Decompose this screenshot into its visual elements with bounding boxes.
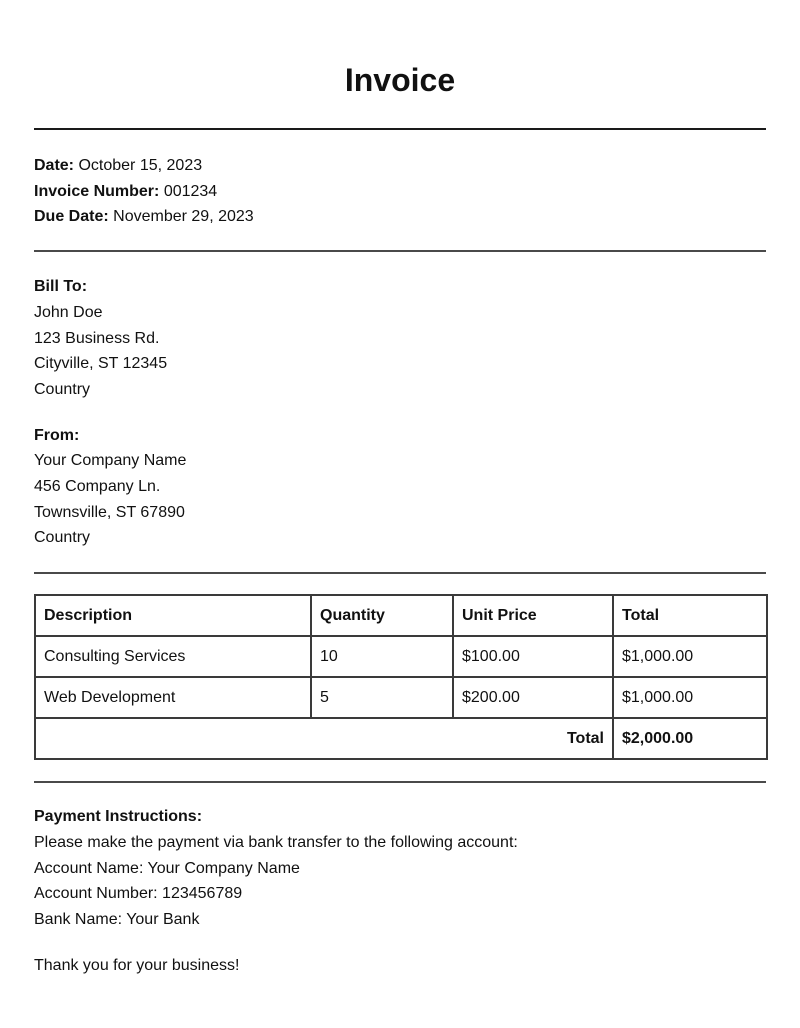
header-quantity: Quantity (311, 595, 453, 636)
bill-to-city: Cityville, ST 12345 (34, 355, 168, 373)
from-heading: From: (34, 426, 80, 444)
header-total: Total (613, 595, 767, 636)
due-date-label: Due Date: (34, 208, 109, 226)
account-name: Account Name: Your Company Name (34, 859, 300, 877)
meta-divider (34, 250, 766, 252)
table-header-row (35, 595, 767, 636)
cell-description: Consulting Services (35, 636, 311, 677)
cell-quantity: 10 (311, 636, 453, 677)
cell-description: Web Development (35, 677, 311, 718)
cell-total: $1,000.00 (613, 677, 767, 718)
payment-heading: Payment Instructions: (34, 808, 203, 826)
due-date-line (34, 204, 766, 230)
payment-section (34, 804, 766, 933)
bill-to-country: Country (34, 380, 91, 398)
bill-to-heading: Bill To: (34, 278, 88, 296)
from-country: Country (34, 529, 91, 547)
grand-total-value: $2,000.00 (613, 718, 767, 759)
date-label: Date: (34, 157, 75, 174)
from-section (34, 423, 766, 552)
from-name: Your Company Name (34, 452, 187, 470)
table-divider (34, 781, 766, 783)
thank-you-note: Thank you for your business! (34, 956, 240, 974)
cell-total: $1,000.00 (613, 636, 767, 677)
invoice-number-line (34, 179, 766, 205)
invoice-title: Invoice (344, 62, 456, 98)
line-items-table (34, 594, 768, 760)
table-total-row (35, 718, 767, 759)
invoice-number-value: 001234 (163, 182, 218, 200)
title-divider (34, 128, 766, 130)
payment-intro: Please make the payment via bank transfer to the following account: (34, 833, 518, 851)
header-description: Description (35, 595, 311, 636)
cell-unit-price: $200.00 (453, 677, 613, 718)
from-city: Townsville, ST 67890 (34, 503, 185, 521)
bill-to-name: John Doe (34, 303, 103, 321)
due-date-value: November 29, 2023 (113, 208, 254, 226)
invoice-number-label: Invoice Number: (34, 182, 160, 200)
table-row (35, 677, 767, 718)
header-unit-price: Unit Price (453, 595, 613, 636)
cell-unit-price: $100.00 (453, 636, 613, 677)
bank-name: Bank Name: Your Bank (34, 910, 200, 928)
table-row (35, 636, 767, 677)
bill-to-section (34, 274, 766, 403)
grand-total-label: Total (35, 718, 613, 759)
account-number: Account Number: 123456789 (34, 885, 243, 903)
from-street: 456 Company Ln. (34, 478, 161, 496)
date-line (34, 153, 766, 179)
invoice-meta (34, 153, 766, 230)
invoice-page (34, 0, 766, 978)
bill-to-street: 123 Business Rd. (34, 329, 160, 347)
date-value: October 15, 2023 (78, 157, 203, 174)
address-divider (34, 572, 766, 574)
cell-quantity: 5 (311, 677, 453, 718)
